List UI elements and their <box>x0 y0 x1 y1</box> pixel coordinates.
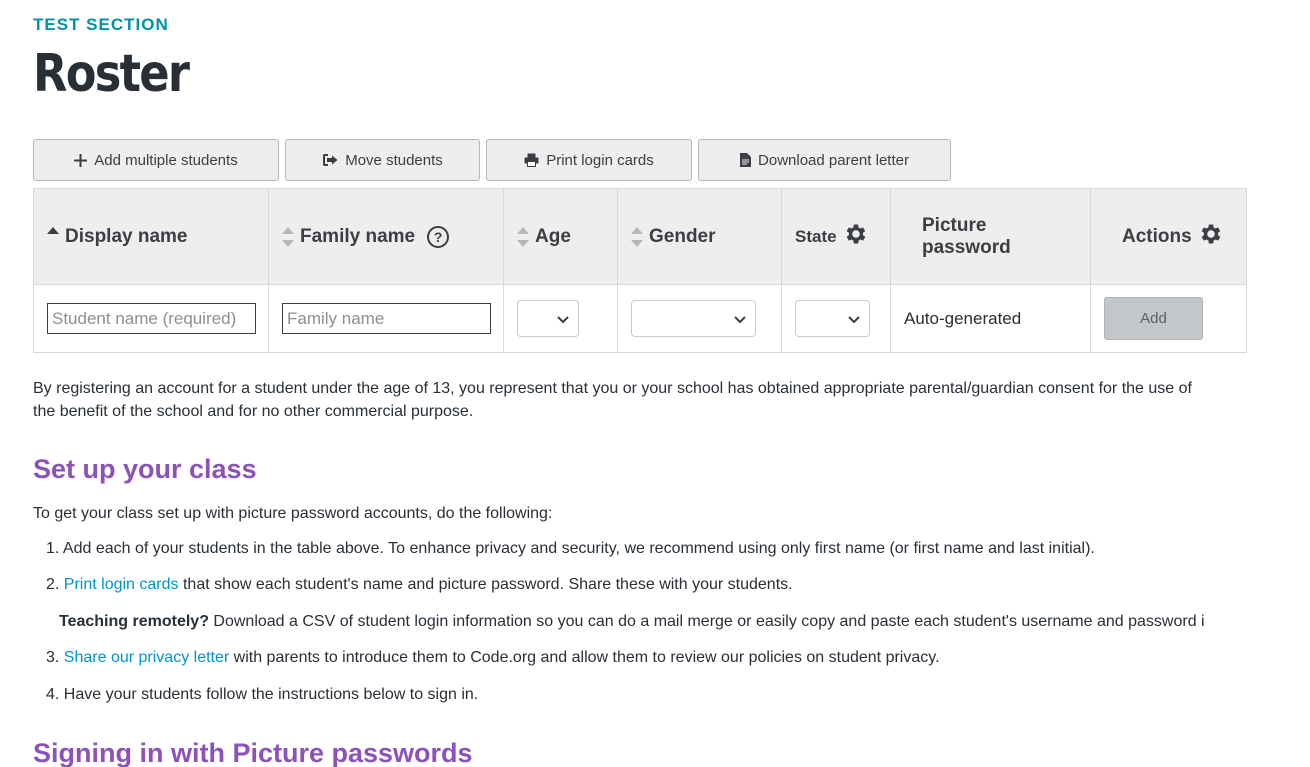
family-name-input[interactable] <box>282 303 491 334</box>
display-name-cell <box>34 285 269 353</box>
chevron-down-icon <box>557 309 569 329</box>
step-2-text: that show each student's name and picture password. Share these with your students. <box>182 576 793 593</box>
gender-select[interactable] <box>631 300 756 337</box>
roster-table <box>33 188 1247 353</box>
new-student-row <box>34 285 1247 353</box>
display-name-input[interactable] <box>47 303 256 334</box>
display-name-header-label: Display name <box>65 225 188 247</box>
setup-step-2 <box>46 576 793 594</box>
question-circle-icon[interactable]: ? <box>427 226 449 248</box>
family-name-header-label: Family name <box>300 225 416 247</box>
move-students-label: Move students <box>345 151 443 169</box>
step-2-number: 2. <box>46 576 60 593</box>
chevron-down-icon <box>848 309 860 329</box>
plus-icon <box>74 154 87 167</box>
gear-icon[interactable] <box>843 221 869 252</box>
print-login-cards-link[interactable]: Print login cards <box>63 576 179 593</box>
actions-header-label: Actions <box>1122 225 1192 247</box>
family-name-cell <box>269 285 504 353</box>
column-header-actions <box>1091 189 1247 285</box>
gender-header-label: Gender <box>649 225 716 247</box>
consent-notice <box>33 377 1310 423</box>
setup-heading: Set up your class <box>33 454 257 484</box>
sort-icon <box>282 227 294 247</box>
column-header-picture-password <box>891 189 1091 285</box>
age-header-label: Age <box>535 225 571 247</box>
add-multiple-students-button[interactable] <box>33 139 279 181</box>
page-title: Roster <box>33 44 189 104</box>
table-header-row <box>34 189 1247 285</box>
download-parent-letter-button[interactable] <box>698 139 951 181</box>
sort-icon <box>631 227 643 247</box>
setup-step-3 <box>46 649 940 667</box>
state-cell <box>782 285 891 353</box>
print-icon <box>524 153 539 167</box>
gear-icon[interactable] <box>1198 221 1224 253</box>
column-header-display-name[interactable] <box>34 189 269 285</box>
gender-cell <box>618 285 782 353</box>
step-3-number: 3. <box>46 649 60 666</box>
teaching-remotely-label: Teaching remotely? <box>59 613 209 630</box>
signin-heading: Signing in with Picture passwords <box>33 738 473 767</box>
setup-step-4: 4. Have your students follow the instructions below to sign in. <box>46 686 479 703</box>
setup-intro: To get your class set up with picture password accounts, do the following: <box>33 505 553 522</box>
print-login-cards-button[interactable] <box>486 139 692 181</box>
move-students-button[interactable] <box>285 139 480 181</box>
sort-ascending-icon <box>47 227 59 247</box>
picture-password-cell: Auto-generated <box>891 285 1091 353</box>
consent-line-2: the benefit of the school and for no other commercial purpose. <box>33 403 474 420</box>
add-student-button[interactable]: Add <box>1104 297 1203 340</box>
add-multiple-students-label: Add multiple students <box>94 151 238 169</box>
step-3-text: with parents to introduce them to Code.org and allow them to review our policies on student privacy. <box>233 649 940 666</box>
sign-out-icon <box>322 153 338 167</box>
share-privacy-letter-link[interactable]: Share our privacy letter <box>63 649 230 666</box>
column-header-state <box>782 189 891 285</box>
consent-line-1: By registering an account for a student under the age of 13, you represent that you or your school has obtained appropriate parental/guardian consent for the use of <box>33 380 1192 397</box>
column-header-family-name[interactable] <box>269 189 504 285</box>
download-parent-letter-label: Download parent letter <box>758 151 909 169</box>
age-select[interactable] <box>517 300 579 337</box>
file-icon <box>740 153 751 167</box>
teaching-remotely-note <box>59 613 1205 631</box>
column-header-age[interactable] <box>504 189 618 285</box>
sort-icon <box>517 227 529 247</box>
teaching-remotely-text: Download a CSV of student login information so you can do a mail merge or easily copy and paste each student's username and password i <box>213 613 1205 630</box>
column-header-gender[interactable] <box>618 189 782 285</box>
age-cell <box>504 285 618 353</box>
picture-password-header-line1: Picture <box>922 214 987 236</box>
state-header-label: State <box>795 226 837 246</box>
actions-cell <box>1091 285 1247 353</box>
chevron-down-icon <box>734 309 746 329</box>
section-label: TEST SECTION <box>33 15 169 34</box>
print-login-cards-label: Print login cards <box>546 151 654 169</box>
picture-password-header-line2: password <box>922 236 1011 258</box>
state-select[interactable] <box>795 300 870 337</box>
setup-step-1: 1. Add each of your students in the table above. To enhance privacy and security, we recommend using only first name (or first name and last initial). <box>46 540 1095 557</box>
